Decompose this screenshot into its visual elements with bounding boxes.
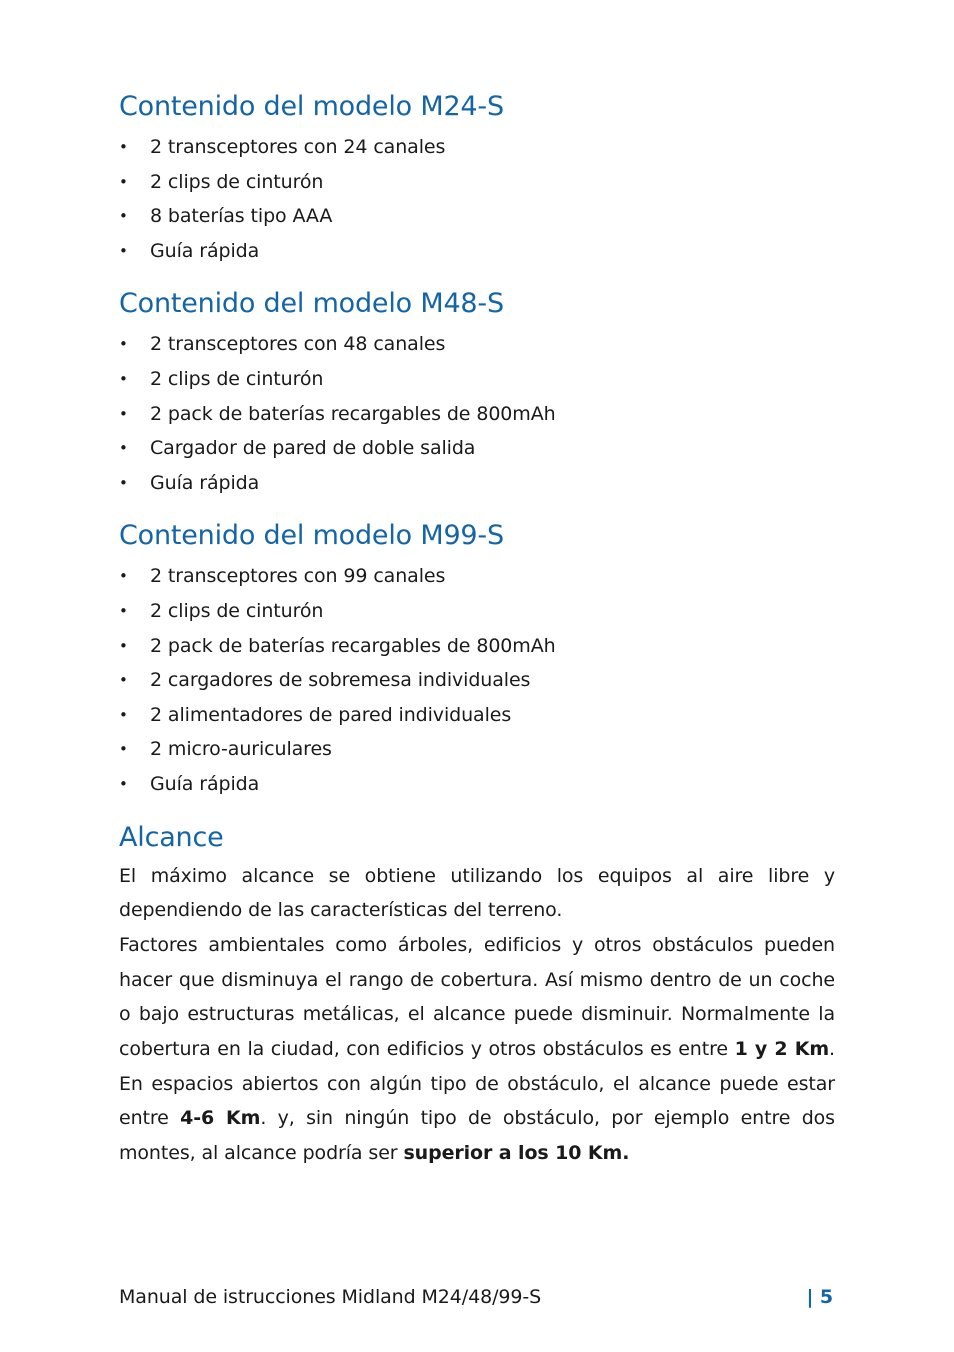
- list-item: [119, 629, 835, 664]
- list-item-text: 2 clips de cinturón: [150, 170, 324, 193]
- list-item-text: 2 clips de cinturón: [150, 599, 324, 622]
- range-city-bold: 1 y 2 Km: [734, 1038, 830, 1061]
- bullet-icon: •: [119, 172, 128, 191]
- bullet-icon: •: [119, 636, 128, 655]
- list-item: [119, 663, 835, 698]
- section-title-alcance: Alcance: [119, 821, 224, 853]
- list-item: [119, 234, 835, 269]
- list-item: [119, 431, 835, 466]
- paragraph-text: Factores ambientales como árboles, edificios y otros obstáculos pueden hacer que disminuya el rango de cobertura. Así mismo dentro de un coche o bajo estructuras metálicas, el alcance puede disminuir. Normalmente la cobertura en la ciudad, con edificios y otros obstáculos es entre: [119, 933, 835, 1061]
- bullet-icon: •: [119, 671, 128, 690]
- section-title-m48: Contenido del modelo M48-S: [119, 288, 504, 320]
- list-item-text: 2 transceptores con 99 canales: [150, 565, 446, 588]
- list-item: [119, 466, 835, 501]
- list-item: [119, 559, 835, 594]
- list-item-text: 2 transceptores con 24 canales: [150, 136, 446, 158]
- list-item-text: 2 alimentadores de pared individuales: [150, 703, 512, 726]
- alcance-paragraph-1: El máximo alcance se obtiene utilizando los equipos al aire libre y dependiendo de las características del terreno.: [119, 864, 835, 922]
- list-item: [119, 732, 835, 767]
- alcance-paragraph-2: [119, 928, 835, 1171]
- list-item-text: 2 transceptores con 48 canales: [150, 333, 446, 356]
- list-item-text: Guía rápida: [150, 471, 260, 494]
- paragraph-text: . En espacios abiertos con algún tipo de obstáculo, el alcance puede estar entre: [119, 1038, 835, 1130]
- bullet-icon: •: [119, 567, 128, 586]
- page-number: | 5: [806, 1286, 833, 1308]
- contents-list-m24: [119, 130, 835, 268]
- bullet-icon: •: [119, 740, 128, 759]
- list-item-text: 2 pack de baterías recargables de 800mAh: [150, 402, 556, 425]
- range-max-bold: superior a los 10 Km.: [403, 1142, 630, 1165]
- contents-list-m99: [119, 559, 835, 801]
- bullet-icon: •: [119, 404, 128, 423]
- section-title-m99: Contenido del modelo M99-S: [119, 520, 504, 552]
- paragraph-text: . y, sin ningún tipo de obstáculo, por ejemplo entre dos montes, al alcance podría ser: [119, 1107, 835, 1165]
- list-item: [119, 594, 835, 629]
- bullet-icon: •: [119, 705, 128, 724]
- page-footer: [119, 1282, 835, 1312]
- list-item-text: 2 clips de cinturón: [150, 367, 324, 390]
- list-item: [119, 362, 835, 397]
- range-open-bold: 4-6 Km: [180, 1107, 261, 1130]
- list-item: [119, 199, 835, 234]
- bullet-icon: •: [119, 439, 128, 458]
- list-item-text: Cargador de pared de doble salida: [150, 437, 476, 460]
- bullet-icon: •: [119, 207, 128, 226]
- list-item-text: 2 micro-auriculares: [150, 738, 332, 761]
- bullet-icon: •: [119, 473, 128, 492]
- footer-manual-title: Manual de istrucciones Midland M24/48/99-S: [119, 1286, 542, 1308]
- list-item: [119, 698, 835, 733]
- bullet-icon: •: [119, 774, 128, 793]
- list-item: [119, 767, 835, 802]
- bullet-icon: •: [119, 138, 128, 156]
- bullet-icon: •: [119, 601, 128, 620]
- list-item: [119, 165, 835, 200]
- bullet-icon: •: [119, 369, 128, 388]
- list-item-text: Guía rápida: [150, 239, 260, 262]
- list-item: [119, 327, 835, 362]
- list-item-text: Guía rápida: [150, 772, 260, 795]
- bullet-icon: •: [119, 335, 128, 354]
- list-item-text: 2 cargadores de sobremesa individuales: [150, 669, 531, 692]
- list-item-text: 2 pack de baterías recargables de 800mAh: [150, 634, 556, 657]
- list-item: [119, 130, 835, 165]
- list-item: [119, 397, 835, 432]
- contents-list-m48: [119, 327, 835, 500]
- list-item-text: 8 baterías tipo AAA: [150, 205, 333, 228]
- section-title-m24: Contenido del modelo M24-S: [119, 91, 504, 122]
- bullet-icon: •: [119, 241, 128, 260]
- page-content: [119, 88, 835, 1171]
